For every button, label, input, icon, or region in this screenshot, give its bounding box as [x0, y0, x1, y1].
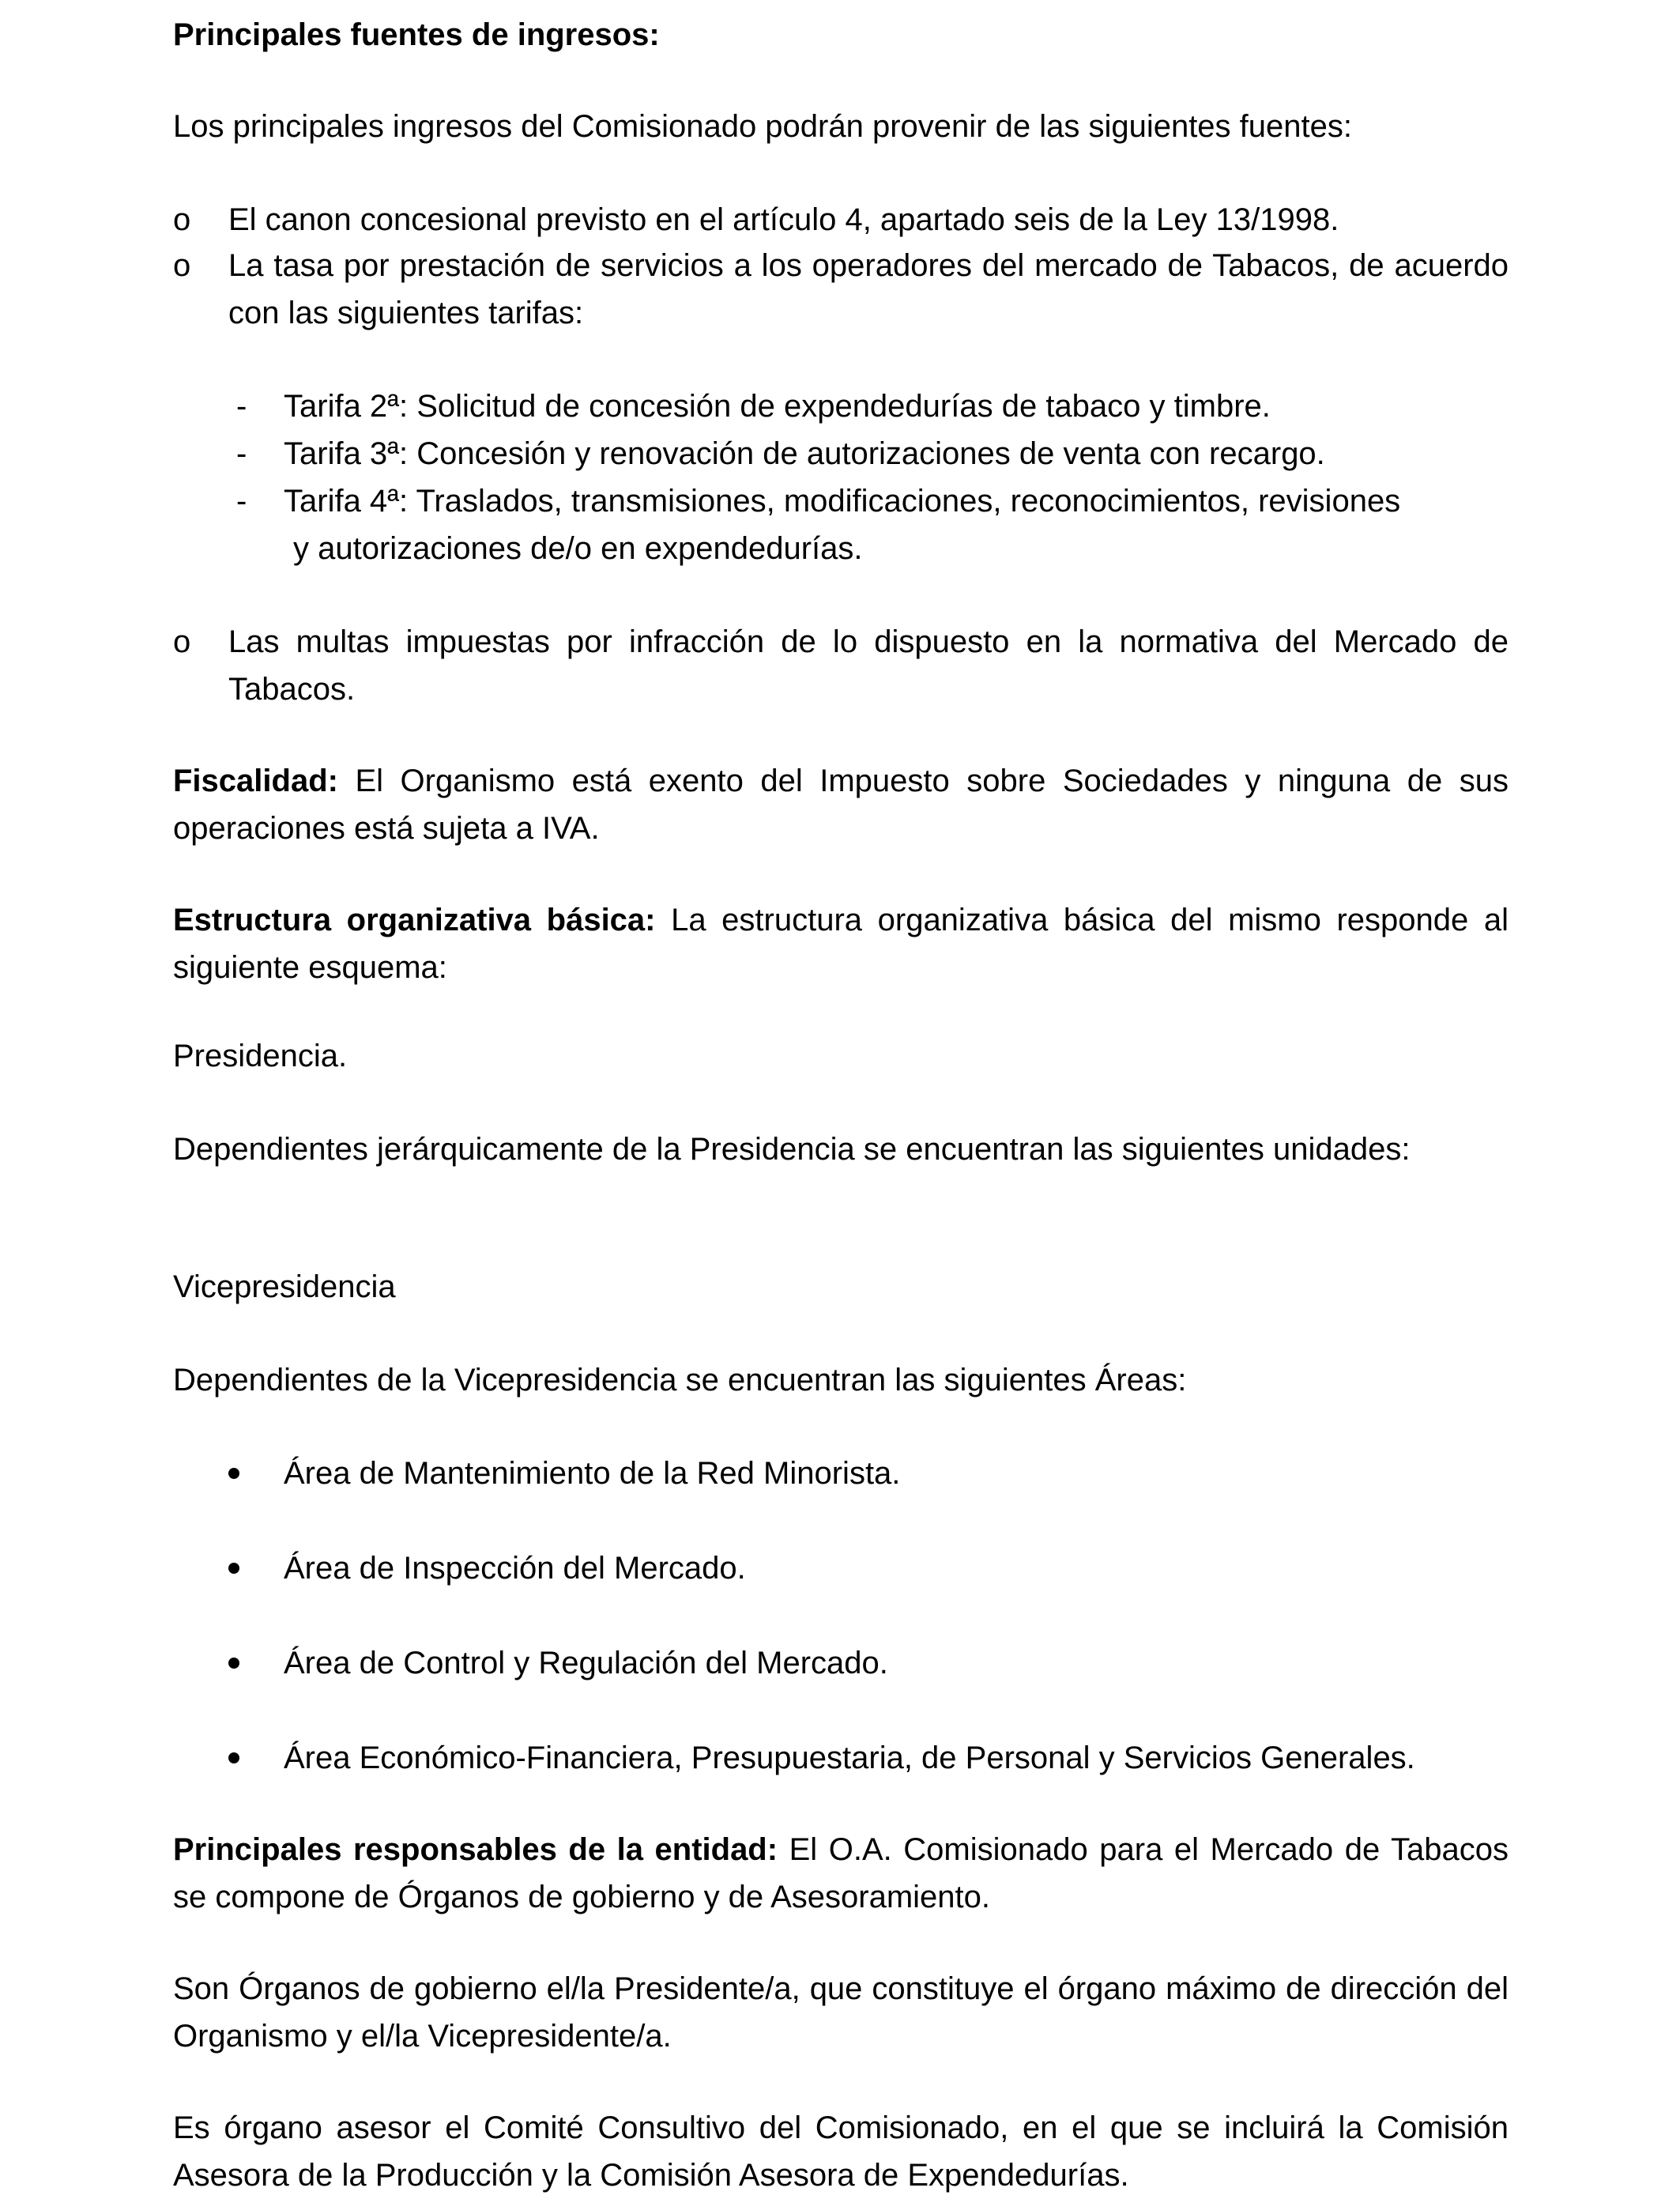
dependientes-vice-paragraph: Dependientes de la Vicepresidencia se encuentran las siguientes Áreas:	[173, 1363, 1187, 1397]
dependientes-presidencia-paragraph: Dependientes jerárquicamente de la Presidencia se encuentran las siguientes unidades:	[173, 1132, 1411, 1167]
round-bullet-icon	[228, 1563, 239, 1574]
tariff-text	[284, 477, 1509, 572]
area-list-item	[228, 1639, 1509, 1687]
circle-bullet-icon: o	[173, 202, 191, 237]
income-source-text: La tasa por prestación de servicios a los operadores del mercado de Tabacos, de acuerdo con las siguientes tarifas:	[228, 248, 1509, 330]
circle-bullet-icon: o	[173, 624, 191, 659]
tariff-item	[236, 430, 1509, 477]
income-source-item	[173, 196, 1509, 243]
fiscalidad-text: El Organismo está exento del Impuesto sobre Sociedades y ninguna de sus operaciones está sujeta a IVA.	[173, 764, 1509, 846]
tariff-item	[236, 383, 1509, 430]
area-list-item	[228, 1734, 1509, 1782]
income-source-item	[173, 242, 1509, 337]
round-bullet-icon	[228, 1468, 239, 1479]
dash-bullet-icon: -	[236, 389, 247, 424]
tariff-item	[236, 477, 1509, 572]
fiscalidad-label: Fiscalidad:	[173, 764, 338, 798]
area-list-item	[228, 1545, 1509, 1592]
estructura-text: La estructura organizativa básica del mismo responde al siguiente esquema:	[173, 903, 1509, 985]
heading-income-sources: Principales fuentes de ingresos:	[173, 17, 660, 52]
tariff-text: Tarifa 2ª: Solicitud de concesión de expendedurías de tabaco y timbre.	[284, 389, 1271, 424]
responsables-label: Principales responsables de la entidad:	[173, 1832, 778, 1867]
estructura-label: Estructura organizativa básica:	[173, 903, 656, 937]
estructura-paragraph	[173, 896, 1509, 991]
organo-asesor-paragraph: Es órgano asesor el Comité Consultivo del Comisionado, en el que se incluirá la Comisión Asesora de la Producción y la Comisión Asesora de Expendedurías.	[173, 2110, 1509, 2193]
circle-bullet-icon: o	[173, 248, 191, 283]
tariff-text-line1: Tarifa 4ª: Traslados, transmisiones, modificaciones, reconocimientos, revisiones	[284, 484, 1401, 519]
income-intro: Los principales ingresos del Comisionado podrán provenir de las siguientes fuentes:	[173, 109, 1352, 144]
round-bullet-icon	[228, 1658, 239, 1669]
area-text: Área de Control y Regulación del Mercado.	[284, 1646, 888, 1680]
area-text: Área de Mantenimiento de la Red Minorista.	[284, 1456, 901, 1491]
organos-gobierno-paragraph: Son Órganos de gobierno el/la Presidente/a, que constituye el órgano máximo de dirección del Organismo y el/la Vicepresidente/a.	[173, 1971, 1509, 2054]
vicepresidencia-line: Vicepresidencia	[173, 1269, 396, 1304]
dash-bullet-icon: -	[236, 484, 247, 519]
income-source-text: Las multas impuestas por infracción de lo dispuesto en la normativa del Mercado de Tabacos.	[228, 624, 1509, 707]
round-bullet-icon	[228, 1752, 239, 1763]
income-source-item	[173, 618, 1509, 713]
responsables-text: El O.A. Comisionado para el Mercado de Tabacos se compone de Órganos de gobierno y de Asesoramiento.	[173, 1832, 1509, 1914]
presidencia-line: Presidencia.	[173, 1039, 348, 1073]
dash-bullet-icon: -	[236, 436, 247, 471]
fiscalidad-paragraph	[173, 757, 1509, 852]
area-list-item	[228, 1450, 1509, 1497]
area-text: Área Económico-Financiera, Presupuestaria, de Personal y Servicios Generales.	[284, 1741, 1415, 1775]
tariff-text: Tarifa 3ª: Concesión y renovación de autorizaciones de venta con recargo.	[284, 436, 1325, 471]
responsables-paragraph	[173, 1826, 1509, 1921]
area-text: Área de Inspección del Mercado.	[284, 1551, 746, 1586]
tariff-text-line2: y autorizaciones de/o en expendedurías.	[293, 531, 863, 566]
income-source-text: El canon concesional previsto en el artículo 4, apartado seis de la Ley 13/1998.	[228, 202, 1339, 237]
